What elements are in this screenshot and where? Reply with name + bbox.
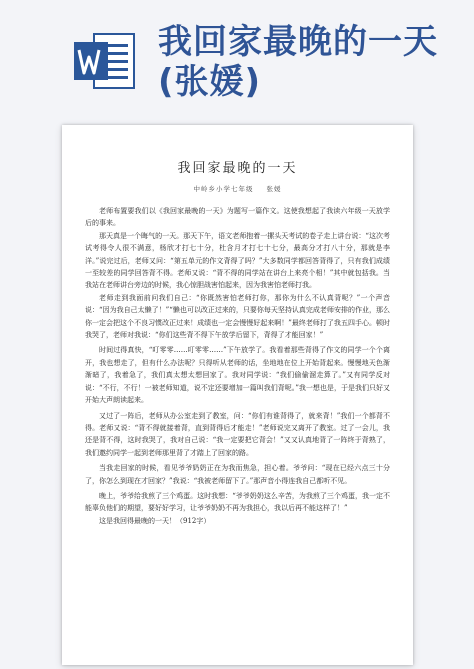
- paragraph: 晚上，爷爷给我煎了三个鸡蛋。这时我想：“爷爷奶奶这么辛苦，为我煎了三个鸡蛋，我一定不能辜负他们的期望，要好好学习，让爷爷奶奶不再为我担心，我以后再不能这样了！”: [85, 491, 390, 513]
- paragraph: 又过了一阵后，老师从办公室走到了教室，问：“你们有谁背得了，就来背！”我们一个都背不得。老师又说：“背不得就接着背，直到背得后才能走！”老师说完又离开了教室。过了一会儿，我还是背不得，这时我哭了，我对自己说：“我一定要把它背会！”又又认真地背了一阵终于背熟了，我们邀约同学一起到老师那里背了才踏上了回家的路。: [85, 411, 390, 457]
- document-page: [62, 125, 413, 665]
- byline: [62, 184, 413, 193]
- document-title: 我回家最晚的一天: [177, 161, 298, 176]
- paragraph: 这是我回得最晚的一天！（912字）: [99, 516, 211, 525]
- paragraph: 当我走回家的时候，看见爷爷奶奶正在为我而焦急，担心着。爷爷问：“现在已经六点三十分了，你怎么到现在才回家？”我说：“我被老师留下了。”那声音小得连我自己都听不见。: [85, 464, 390, 485]
- paragraph: 那天真是一个晦气的一天。那天下午，语文老师抱着一摞头天考试的卷子走上讲台说：“这次考试考得令人很不满意，杨欣才打七十分，杜含月才打七十七分，最高分才打八十分，那就是李洋。”说完过后，老师又问：“第五单元的作文背得了吗？”大多数同学都回答背得了，只有我们成绩一至较差的同学回答背不得。老师又说：“背不得的同学站在讲台上来亮个相！”其中就包括我。当我站在老师讲台旁边的时候，我心惊胆战害怕起来，因为我害怕老师打我。: [85, 231, 390, 290]
- author-name: 张媛: [266, 185, 282, 193]
- banner: [0, 0, 474, 120]
- paragraph: 老师走到我面前问我们自己：“你既然害怕老师打你，那你为什么不认真背呢？”一个声音说：“因为我自己太懒了！”“懒也可以改正过来的，只要你每天坚持认真完成老师安排的作业，那么你一定会把这个不良习惯改正过来！成绩也一定会慢慢好起来啊！”最终老师打了我五四手心。顿时我哭了，老师对我说：“你们这些背不得下午放学后留下，背得了才能回家！”: [85, 293, 390, 340]
- word-document-icon: [72, 30, 136, 92]
- document-body: [85, 205, 390, 527]
- school-label: 中岭乡小学七年级: [193, 185, 254, 193]
- paragraph: 老师布置要我们以《我回家最晚的一天》为题写一篇作文。这使我想起了我读六年级一天放学后的事来。: [85, 207, 390, 228]
- paragraph: 时间过得真快，“叮零零……叮零零……”下午放学了。我看着那些背得了作文的同学一个个离开，我也想走了，但有什么办法呢？只得听从老师的话，坐地地在位上开始背起来。慢慢地天色渐渐暗了，我着急了，我们真太想太想回家了。我对同学说：“我们偷偷溜走算了。”又有同学反对说：“不行，不行！一被老师知道，说不定还要增加一篇叫我们背呢。”我一想也是，于是我们只好又开始大声朗读起来。: [85, 346, 390, 405]
- banner-title: 我回家最晚的一天(张媛): [158, 22, 438, 102]
